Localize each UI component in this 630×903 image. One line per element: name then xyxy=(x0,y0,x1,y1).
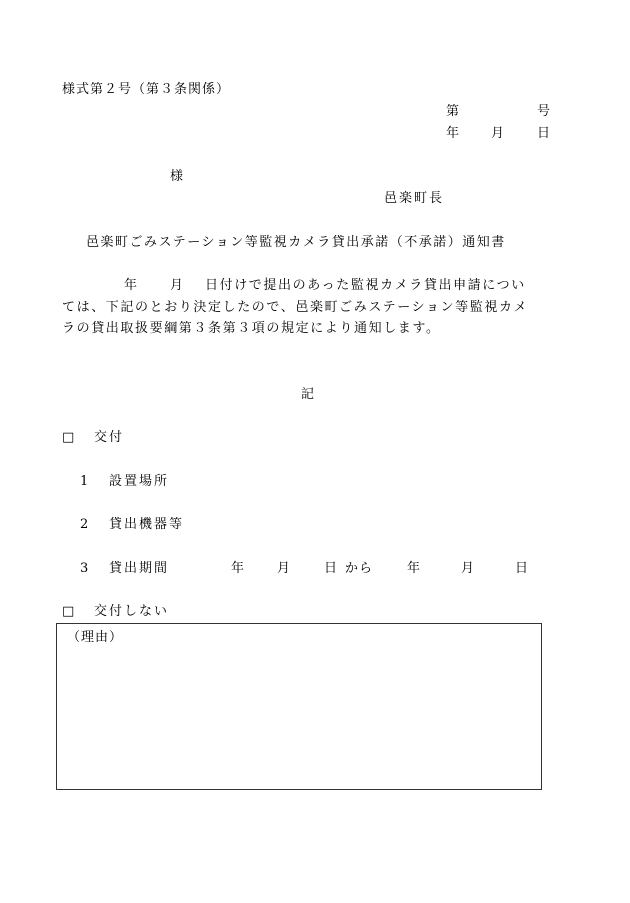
period-day-2: 日 xyxy=(515,561,530,576)
no-issue-checkbox[interactable]: □ xyxy=(62,604,76,619)
number-prefix: 第 xyxy=(446,104,461,119)
ki-heading: 記 xyxy=(301,387,316,402)
reason-box[interactable] xyxy=(56,623,542,790)
body-date-month: 月 xyxy=(170,278,185,293)
period-month-1: 月 xyxy=(277,561,292,576)
period-month-2: 月 xyxy=(461,561,476,576)
sender-name: 邑楽町長 xyxy=(384,191,445,206)
period-year-1: 年 xyxy=(231,561,246,576)
header-year: 年 xyxy=(446,126,461,141)
body-line-1: 日付けで提出のあった監視カメラ貸出申請につい xyxy=(205,278,526,293)
item-1-number: 1 xyxy=(80,474,90,489)
item-2-label: 貸出機器等 xyxy=(109,517,185,532)
item-3-number: 3 xyxy=(80,561,90,576)
no-issue-label: 交付しない xyxy=(94,604,170,619)
body-line-3: ラの貸出取扱要綱第３条第３項の規定により通知します。 xyxy=(62,321,441,336)
reason-label: （理由） xyxy=(67,630,124,645)
item-3-label: 貸出期間 xyxy=(109,561,170,576)
body-date-year: 年 xyxy=(124,278,139,293)
issue-checkbox[interactable]: □ xyxy=(62,430,76,445)
number-suffix: 号 xyxy=(537,104,552,119)
form-label: 様式第２号（第３条関係） xyxy=(62,82,231,97)
period-day-1: 日 xyxy=(324,561,339,576)
period-from: から xyxy=(345,561,374,576)
addressee-suffix: 様 xyxy=(170,169,185,184)
body-line-2: ては、下記のとおり決定したので、邑楽町ごみステーション等監視カメ xyxy=(62,300,529,315)
header-day: 日 xyxy=(537,126,552,141)
document-title: 邑楽町ごみステーション等監視カメラ貸出承諾（不承諾）通知書 xyxy=(86,235,506,250)
period-year-2: 年 xyxy=(407,561,422,576)
issue-label: 交付 xyxy=(94,430,125,445)
header-month: 月 xyxy=(491,126,506,141)
item-2-number: 2 xyxy=(80,517,90,532)
item-1-label: 設置場所 xyxy=(109,474,170,489)
